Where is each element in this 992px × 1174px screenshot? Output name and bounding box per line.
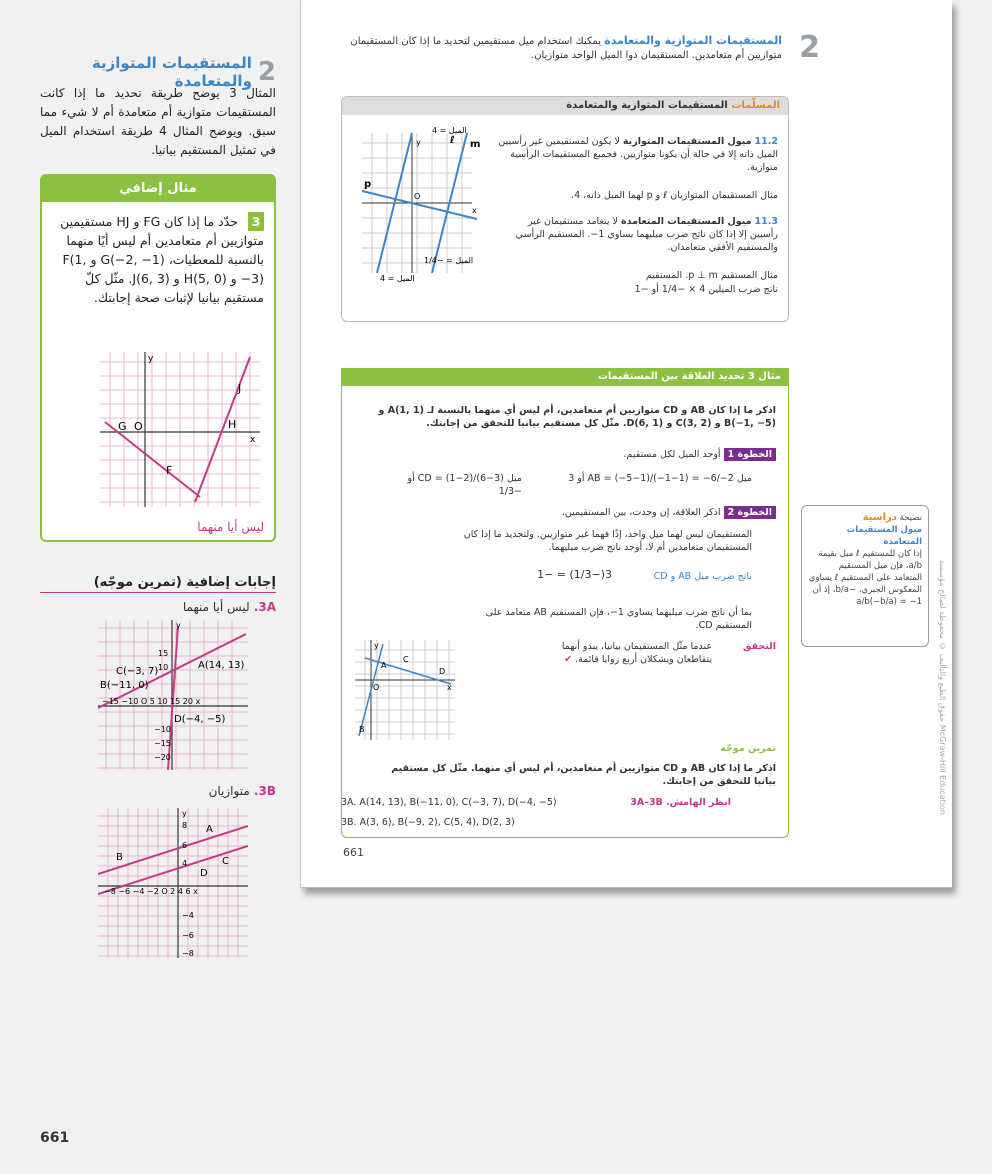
answer-3a-graph [98, 620, 248, 770]
graph-point-j: J [238, 382, 242, 395]
gb-a: A [206, 824, 213, 835]
ga-tm15: −15 [154, 739, 171, 748]
gb-t8: 8 [182, 821, 188, 830]
postulate-1-title: ميول المستقيمات المتوازية [622, 136, 752, 147]
gb-t6: 6 [182, 841, 188, 850]
eg-d: D [439, 667, 446, 676]
conclusion: بما أن ناتج ضرب ميليهما يساوي 1−، فإن المستقيم AB متعامد على المستقيم CD. [485, 607, 752, 631]
example-graph [355, 640, 455, 740]
step-1 [356, 448, 776, 461]
eg-o: O [373, 683, 380, 692]
student-page [300, 0, 952, 888]
extra-example-answer: ليس أيا منهما [197, 520, 264, 534]
cg-p: p [364, 179, 372, 190]
check-label: التحقق [743, 641, 776, 652]
answer-3a-text: ليس أيا منهما [182, 600, 250, 614]
product-label: ناتج ضرب ميل AB و CD [653, 571, 752, 582]
step-1-label: الخطوة 1 [724, 448, 776, 461]
copyright-vertical: حقوق الطبع والتأليف © محفوظة لصالح مؤسسة McGraw-Hill Education [938, 560, 947, 815]
ga-y: y [176, 621, 181, 630]
cg-slope-top: الميل = 4 [432, 126, 467, 135]
postulate-2-title: ميول المستقيمات المتعامدة [621, 216, 752, 227]
graph-x-label: x [250, 435, 256, 445]
page-section-number: 2 [799, 30, 820, 65]
answer-3b-graph [98, 808, 248, 958]
cg-x: x [472, 206, 477, 215]
postulate-2-text: لا يتعامد مستقيمان غير رأسيين إلا إذا كان ناتج ضرب ميليهما يساوي 1−. المستقيم الرأسي والمستقيم الأفقي متعامدان. [515, 216, 778, 253]
guided-3a: 3A. A(14, 13), B(−11, 0), C(−3, 7), D(−4, −5) [341, 797, 557, 808]
answer-3b-label: 3B. [253, 784, 276, 798]
guided-question: اذكر ما إذا كان AB و CD متوازيين أم متعامدين، أم ليس أي منهما. مثّل كل مستقيم بيانيا للتحقق من إجابتك. [391, 763, 776, 787]
gb-tm4: −4 [182, 911, 194, 920]
cg-l: ℓ [450, 135, 455, 146]
postulate-1-text: لا يكون لمستقيمين غير رأسيين الميل ذاته إلا في حالة أن يكونا متوازيين. فجميع المستقيمات الرأسية متوازية. [498, 136, 778, 173]
margin-ref: انظر الهامش. 3A–3B [630, 797, 731, 808]
extra-example-question: حدّد ما إذا كان FG و HJ مستقيمين متوازيين أم متعامدين أم ليس أيًا منهما بالنسبة للمعطيات، G(−2, −1) و F(1, −3) و H(5, 0) و J(6, 3). مثّل كلّ مستقيم بيانيا لإثبات صحة إجابتك. [60, 214, 264, 305]
cg-origin: O [414, 192, 421, 201]
sidebar-page-number: 661 [40, 1130, 70, 1146]
answer-3b [209, 784, 276, 798]
product-eq: 3(−1/3) = −1 [537, 568, 612, 581]
postulate-1-example: مثال المستقيمان المتوازيان ℓ و p لهما الميل ذاته، 4. [571, 190, 778, 201]
postulate-1 [498, 135, 778, 174]
eg-y: y [374, 641, 379, 650]
postulate-2-example-2: ناتج ضرب الميلين 4 × −1/4 أو −1 [634, 284, 778, 295]
graph-origin: O [134, 420, 143, 433]
ga-d: D(−4, −5) [174, 714, 226, 725]
extra-example-box [40, 174, 276, 542]
study-tip-title-a: نصيحة [899, 513, 922, 523]
eg-c: C [403, 655, 409, 664]
postulate-1-num: 11.2 [754, 136, 778, 147]
postulate-2-example: مثال المستقيم p ⊥ m. المستقيم [645, 270, 778, 281]
cg-y: y [416, 138, 421, 147]
concept-header-a: المسلّمات [731, 100, 780, 111]
gb-t4: 4 [182, 859, 188, 868]
step-1-text: أوجد الميل لكل مستقيم. [623, 449, 721, 460]
page-section-title: المستقيمات المتوازية والمتعامدة [604, 34, 782, 47]
concept-graph [352, 123, 482, 283]
sidebar-section-number: 2 [257, 57, 276, 87]
sidebar-section-heading: المستقيمات المتوازية والمتعامدة [91, 54, 252, 90]
example-question: اذكر ما إذا كان AB و CD متوازيين أم متعامدين، أم ليس أي منهما بالنسبة لـ A(1, 1) و B(−1, −5) و C(3, 2) و D(6, 1). مثّل كل مستقيم بيانيا للتحقق من إجابتك. [378, 405, 776, 429]
graph-y-label: y [148, 354, 154, 364]
concept-header [342, 97, 788, 115]
page-section-text: يمكنك استخدام ميل مستقيمين لتحديد ما إذا كان المستقيمان متوازيين أم متعامدين. المستقيمان ذوا الميل الواحد متوازيان. [350, 36, 782, 61]
gb-tm8: −8 [182, 949, 194, 958]
check-mark-icon: ✔ [564, 654, 573, 665]
guided-label: تمرين موجّه [720, 743, 776, 754]
postulate-2 [498, 215, 778, 254]
cg-slope-bottom: الميل = 4 [380, 274, 415, 283]
study-tip-title [808, 512, 922, 524]
step-2-label: الخطوة 2 [724, 506, 776, 519]
gb-tm6: −6 [182, 931, 194, 940]
answer-3a [183, 600, 276, 614]
ga-t10: 10 [158, 663, 169, 672]
step-2 [356, 506, 776, 519]
check-text [552, 640, 712, 666]
extra-example-header: مثال إضافي [42, 176, 274, 202]
guided-3b: 3B. A(3, 6), B(−9, 2), C(5, 4), D(2, 3) [341, 817, 515, 828]
graph-point-h: H [228, 418, 237, 431]
additional-answers-title: إجابات إضافية (تمرين موجّه) [40, 575, 276, 593]
page-footer-number: 661 [343, 846, 364, 859]
study-tip-subtitle: ميول المستقيمات المتعامدة [846, 525, 922, 547]
gb-d: D [200, 868, 208, 879]
eg-a: A [381, 661, 387, 670]
graph-point-g: G [118, 420, 127, 433]
step-2-text: اذكر العلاقة، إن وجدت، بين المستقيمين. [561, 507, 721, 518]
graph-point-f: F [166, 464, 173, 477]
answer-3a-label: 3A. [253, 600, 276, 614]
concept-header-b: المستقيمات المتوازية والمتعامدة [566, 100, 728, 111]
extra-example-number: 3 [248, 212, 264, 231]
concept-box [341, 96, 789, 322]
extra-example-body [42, 202, 274, 307]
study-tip [801, 505, 929, 647]
gb-y: y [182, 809, 187, 818]
check-text-body: عندما مثّل المستقيمان بيانيا، يبدو أنهما يتقاطعان ويشكلان أربع زوايا قائمة. [561, 641, 712, 665]
ga-t15: 15 [158, 649, 169, 658]
eg-x: x [447, 683, 452, 692]
gb-c: C [222, 856, 229, 867]
cg-slope-m: الميل = −1/4 [424, 256, 474, 265]
page-section-intro [322, 34, 782, 63]
cg-m: m [470, 139, 481, 150]
step-1-ab: ميل AB = (−5−1)/(−1−1) = −6/−2 أو 3 [568, 473, 752, 484]
ga-tm10: −10 [154, 725, 171, 734]
gb-ticks: −8 −6 −4 −2 O 2 4 6 x [104, 887, 198, 896]
ga-a: A(14, 13) [198, 660, 245, 671]
postulate-2-num: 11.3 [754, 216, 778, 227]
eg-b: B [359, 725, 365, 734]
study-tip-title-b: دراسية [862, 512, 897, 523]
ga-tm20: −20 [154, 753, 171, 762]
sidebar-intro: المثال 3 يوضح طريقة تحديد ما إذا كانت المستقيمات متوازية أم متعامدة أم لا شيء مما سبق. ويوضح المثال 4 طريقة استخدام الميل في تمثيل المستقيم بيانيا. [40, 86, 276, 157]
example-header: مثال 3 تحديد العلاقة بين المستقيمات [341, 368, 789, 386]
ga-b: B(−11, 0) [100, 680, 149, 691]
step-2-body: المستقيمان ليس لهما ميل واحد، إذًا فهما غير متوازيين. ولتحديد ما إذا كان المستقيمان متعامدين أم لا، أوجد ناتج ضرب ميليهما. [463, 529, 752, 553]
ga-c: C(−3, 7) [116, 666, 159, 677]
study-tip-text: إذا كان للمستقيم ℓ ميل بقيمة a/b، فإن ميل المستقيم المتعامد على المستقيم ℓ يساوي المعكوس الجبري، −b/a، إذ أن a/b(−b/a) = −1 [808, 549, 922, 607]
answer-3b-text: متوازيان [208, 784, 250, 798]
step-1-cd: ميل CD = (1−2)/(6−3) أو −1/3 [407, 473, 522, 497]
gb-b: B [116, 852, 123, 863]
ga-ticks: −15 −10 O 5 10 15 20 x [102, 697, 201, 706]
extra-example-graph [100, 352, 260, 507]
